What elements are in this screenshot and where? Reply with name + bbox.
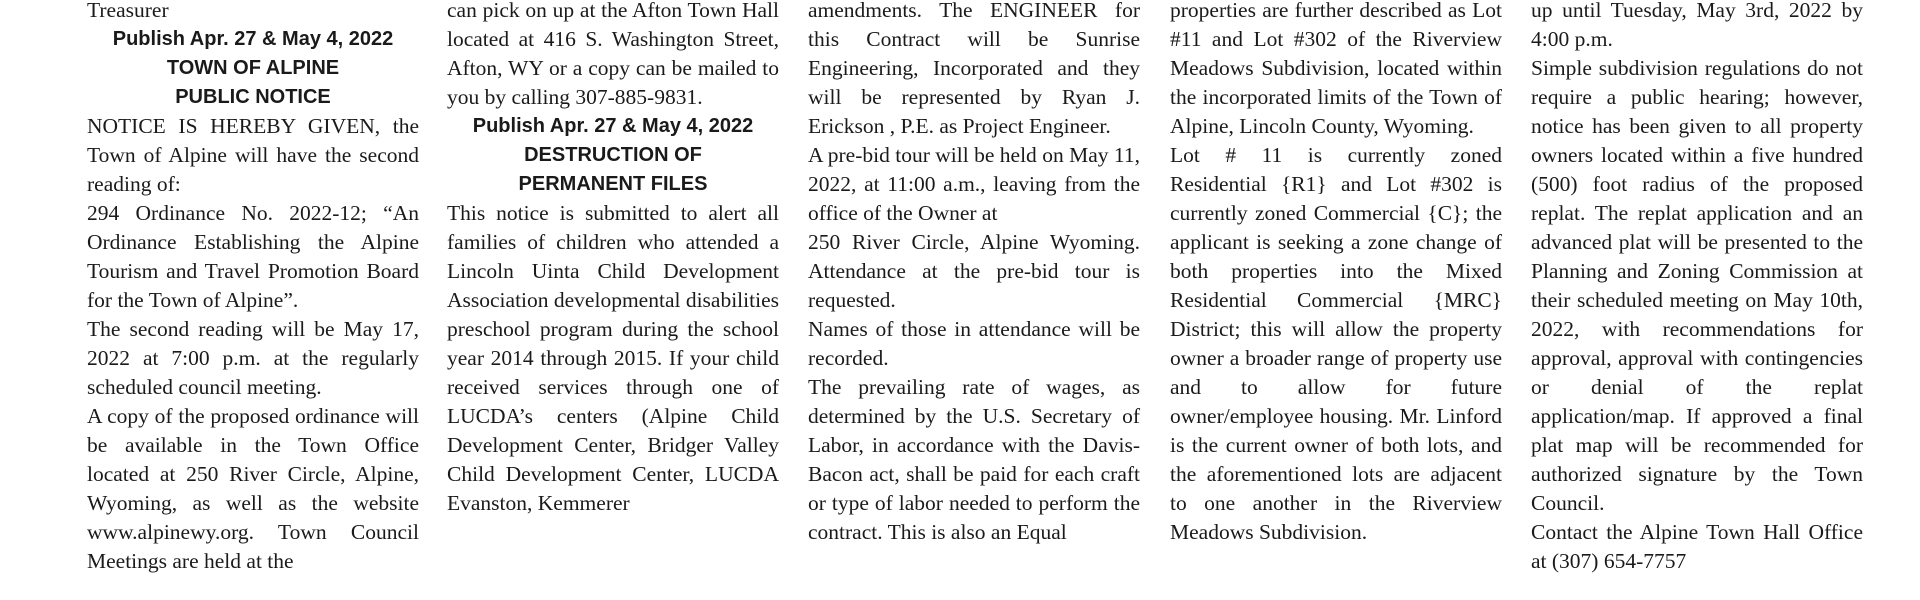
notice-paragraph: This notice is submitted to alert all families of children who attended a Lincoln Uinta Child Development Association developmental disabilities preschool program during the school year 2014 through 2015. If your child received services through one of LUCDA’s centers (Alpine Child Development Center, Bridger Valley Child Development Center, LUCDA Evanston, Kemmerer (447, 201, 779, 515)
notice-paragraph: 250 River Circle, Alpine Wyoming. Attendance at the pre-bid tour is requested. (808, 230, 1140, 312)
notice-heading (447, 141, 779, 199)
column-1 (87, 0, 419, 576)
notice-paragraph: Lot # 11 is currently zoned Residential {R1} and Lot #302 is currently zoned Commercial {C}; the applicant is seeking a zone change of both properties into the Mixed Residential Commercial {MRC} District; this will allow the property owner a broader range of property use and to allow for future owner/employee housing. Mr. Linford is the current owner of both lots, and the aforementioned lots are adjacent to one another in the Riverview Meadows Subdivision. (1170, 143, 1502, 544)
notice-paragraph: A copy of the proposed ordinance will be available in the Town Office located at 250 River Circle, Alpine, Wyoming, as well as the website www.alpinewy.org. Town Council Meetings are held at the (87, 404, 419, 573)
signature-title: Treasurer (87, 0, 169, 22)
notice-heading-line-1: DESTRUCTION OF (524, 144, 702, 166)
notice-paragraph: can pick on up at the Afton Town Hall located at 416 S. Washington Street, Afton, WY or a copy can be mailed to you by calling 307-885-9831. (447, 0, 779, 109)
notice-paragraph: The prevailing rate of wages, as determined by the U.S. Secretary of Labor, in accordance with the Davis-Bacon act, shall be paid for each craft or type of labor needed to perform the contract. This is also an Equal (808, 375, 1140, 544)
notice-paragraph: properties are further described as Lot #11 and Lot #302 of the Riverview Meadows Subdivision, located within the incorporated limits of the Town of Alpine, Lincoln County, Wyoming. (1170, 0, 1502, 138)
notice-paragraph: Names of those in attendance will be recorded. (808, 317, 1140, 370)
notice-heading (87, 54, 419, 112)
column-3 (808, 0, 1140, 547)
notice-heading-line-1: TOWN OF ALPINE (166, 57, 340, 79)
notice-paragraph: up until Tuesday, May 3rd, 2022 by 4:00 p.m. (1531, 0, 1863, 51)
notice-heading-line-2: PERMANENT FILES (518, 173, 708, 195)
publish-dates: Publish Apr. 27 & May 4, 2022 (472, 115, 754, 137)
notice-paragraph: A pre-bid tour will be held on May 11, 2022, at 11:00 a.m., leaving from the office of the Owner at (808, 143, 1140, 225)
column-5 (1531, 0, 1863, 576)
notice-paragraph: The second reading will be May 17, 2022 at 7:00 p.m. at the regularly scheduled council meeting. (87, 317, 419, 399)
notice-heading-line-2: PUBLIC NOTICE (175, 86, 331, 108)
notice-paragraph: Contact the Alpine Town Hall Office at (307) 654-7757 (1531, 520, 1863, 573)
notice-paragraph: NOTICE IS HEREBY GIVEN, the Town of Alpine will have the second reading of: (87, 114, 419, 196)
notice-paragraph: 294 Ordinance No. 2022-12; “An Ordinance Establishing the Alpine Tourism and Travel Promotion Board for the Town of Alpine”. (87, 201, 419, 312)
publish-dates: Publish Apr. 27 & May 4, 2022 (112, 28, 394, 50)
notice-paragraph: amendments. The ENGINEER for this Contract will be Sunrise Engineering, Incorporated and they will be represented by Ryan J. Erickson , P.E. as Project Engineer. (808, 0, 1140, 138)
column-4 (1170, 0, 1502, 547)
column-2 (447, 0, 779, 518)
notice-paragraph: Simple subdivision regulations do not require a public hearing; however, notice has been given to all property owners located within a five hundred (500) foot radius of the proposed replat. The replat application and an advanced plat will be presented to the Planning and Zoning Commission at their scheduled meeting on May 10th, 2022, with recommendations for approval, approval with contingencies or denial of the replat application/map. If approved a final plat map will be recommended for authorized signature by the Town Council. (1531, 56, 1863, 515)
